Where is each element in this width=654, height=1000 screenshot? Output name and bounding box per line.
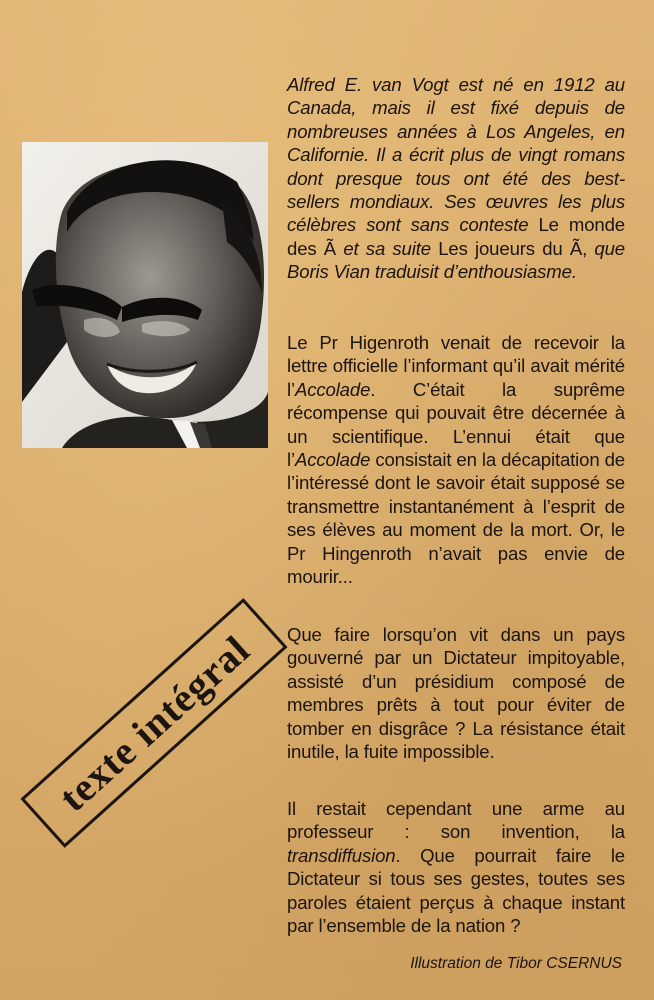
- synopsis-paragraph-2: Que faire lorsqu’on vit dans un pays gouverné par un Dictateur impitoyable, assisté d’un présidium composé de membres prêts à tout pour éviter de tomber en disgrâce ? La résistance était inutile, la fuite impossible.: [287, 624, 625, 763]
- para1-text-e: consistait en la décapitation de l’intéressé dont le savoir était supposé se transmettre instantanément à l’esprit de ses élèves au moment de la mort. Or, le Pr Hingenroth n’avait pas envie de mourir...: [287, 449, 625, 588]
- para1-accolade-1: Accolade: [294, 378, 371, 400]
- bio-text-2: et sa suite: [343, 237, 431, 259]
- para1-text-c: . C’était la suprême récompense qui pouvait être décernée à un scientifique. L’ennui était que l’: [287, 378, 625, 471]
- bio-book-title-2: Les joueurs du Ã,: [438, 237, 588, 259]
- illustration-credit: Illustration de Tibor CSERNUS: [410, 955, 622, 972]
- texte-integral-stamp: [20, 598, 287, 848]
- para3-text-c: . Que pourrait faire le Dictateur si tous ses gestes, toutes ses paroles étaient perçus à chaque instant par l’ensemble de la nation ?: [287, 844, 625, 937]
- para1-text-a: Le Pr Higenroth venait de recevoir la lettre officielle l’informant qu’il avait mérité l’: [287, 332, 625, 400]
- bio-text-3: que Boris Vian traduisit d’enthousiasme.: [287, 237, 625, 283]
- synopsis-paragraph-3: [287, 797, 625, 937]
- para3-text-a: Il restait cependant une arme au professeur : son invention, la: [287, 798, 625, 843]
- bio-text-1: Alfred E. van Vogt est né en 1912 au Canada, mais il est fixé depuis de nombreuses années à Los Angeles, en Californie. Il a écrit plus de vingt romans dont presque tous ont été des best-sellers mondiaux. Ses œuvres les plus célèbres sont sans conteste: [287, 74, 625, 236]
- author-biography: [287, 73, 625, 284]
- bio-book-title-1: Le monde des Ã: [287, 214, 625, 259]
- stamp-label: texte intégral: [49, 626, 259, 820]
- author-photo: [22, 142, 268, 448]
- para3-transdiffusion: transdiffusion: [287, 844, 396, 866]
- synopsis-paragraph-1: [287, 331, 625, 588]
- author-portrait-image: [22, 142, 268, 448]
- para1-accolade-2: Accolade: [294, 449, 371, 471]
